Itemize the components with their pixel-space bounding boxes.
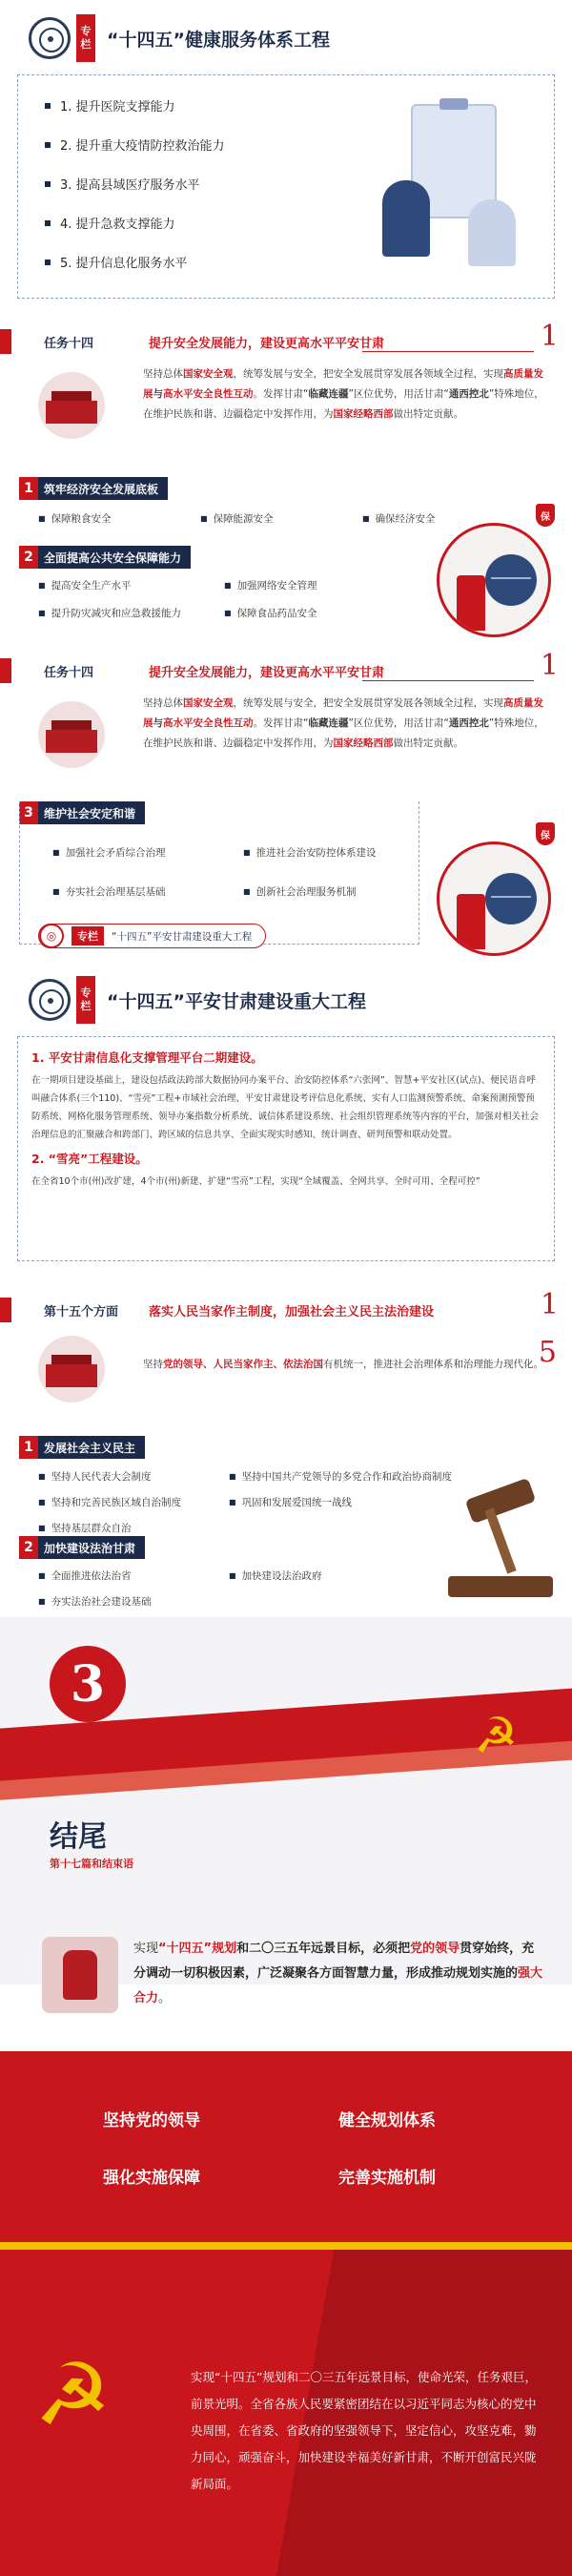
column-badge: 专 栏 xyxy=(76,14,95,62)
list-item: ■ 加快建设法治政府 xyxy=(229,1568,419,1583)
list-item: ■ 提高安全生产水平 xyxy=(38,578,224,592)
task-bar-15: 第十五个方面 落实人民当家作主制度，加强社会主义民主法治建设 1 xyxy=(0,1298,572,1322)
list-item: ■ 保障粮食安全 xyxy=(38,511,200,526)
pillar-item: 坚持党的领导 xyxy=(103,2111,200,2130)
list-item: ■ 创新社会治理服务机制 xyxy=(243,884,434,899)
hammer-sickle-icon: ☭ xyxy=(34,2345,112,2445)
target-icon xyxy=(29,17,71,59)
task14b-paragraph: 坚持总体国家安全观，统筹发展与安全，把安全发展贯穿发展各领域全过程，实现高质量发展与高水平安全良性互动。发挥甘肃“临藏连疆”区位优势，用活甘肃“通西控北”特殊地位，在维护民族和谐、边疆稳定中发挥作用，为国家经略西部做出特定贡献。 xyxy=(143,697,544,749)
subhead-social-stability: 3 维护社会安定和谐 xyxy=(19,801,145,824)
shield-icon: 保 xyxy=(536,504,555,527)
final-paragraph: 实现“十四五”规划和二〇三五年远景目标，使命光荣，任务艰巨，前景光明。全省各族人民要紧密团结在以习近平同志为核心的党中央周围，在省委、省政府的坚强领导下，坚定信心，攻坚克难，勠力同心，顽强奋斗，加快建设幸福美好新甘肃，不断开创富民兴陇新局面。 xyxy=(191,2370,537,2491)
pillar-item: 完善实施机制 xyxy=(338,2169,436,2188)
shield-icon: 保 xyxy=(536,822,555,845)
section-title: “十四五”健康服务体系工程 xyxy=(107,29,330,51)
raised-fist-icon xyxy=(42,1937,118,2013)
task15-paragraph: 坚持党的领导、人民当家作主、依法治国有机统一，推进社会治理体系和治理能力现代化。 xyxy=(143,1359,543,1370)
section-number-badge: 3 xyxy=(50,1646,126,1722)
list-item: ■ 夯实社会治理基层基础 xyxy=(52,884,243,899)
list-item: 5. 提升信息化服务水平 xyxy=(45,253,554,271)
section-title: “十四五”平安甘肃建设重大工程 xyxy=(107,990,366,1012)
security-globe-emblem-icon xyxy=(437,523,551,637)
section-header-safe-gansu xyxy=(0,971,572,1028)
list-item: 4. 提升急救支撑能力 xyxy=(45,214,554,232)
section-header-health xyxy=(0,10,572,67)
target-icon xyxy=(29,979,71,1021)
subhead-rule-of-law: 2 加快建设法治甘肃 xyxy=(19,1536,145,1559)
public-safety-list xyxy=(38,578,415,620)
rule-of-law-list xyxy=(38,1568,419,1609)
democracy-list xyxy=(38,1469,467,1535)
list-item: ■ 提升防灾减灾和应急救援能力 xyxy=(38,606,224,620)
list-item: ■ 保障食品药品安全 xyxy=(224,606,415,620)
social-stability-list xyxy=(52,845,434,899)
target-icon: ◎ xyxy=(39,924,64,948)
list-item: ■ 确保经济安全 xyxy=(362,511,505,526)
pillars-block xyxy=(0,2051,572,2242)
security-globe-emblem-icon xyxy=(437,841,551,956)
task-bar-14a: 任务十四 提升安全发展能力，建设更高水平平安甘肃 1 xyxy=(0,329,572,354)
list-item: ■ 加强社会矛盾综合治理 xyxy=(52,845,243,860)
list-item: ■ 保障能源安全 xyxy=(200,511,362,526)
list-item: 3. 提高县域医疗服务水平 xyxy=(45,175,554,193)
hammer-sickle-icon: ☭ xyxy=(473,1708,519,1765)
infographic-page: 专 栏 “十四五”健康服务体系工程 1. 提升医院支撑能力 2. 提升重大疫情防控救治能力 3. 提高县域医疗服务水平 4. 提升急救支撑能力 5. 提升信息化服务水平 任务十四 提升安全发展能力，建设更高水平平安甘肃 1 坚持总体国家安全观，统筹发展与安全，把安全发展贯穿发展各领域全过程，实现高质量发展与高水平安全良性互动。发挥甘肃“临藏连疆”区位优势，用活甘肃“通西控北”特殊地位，在维护民族和谐、边疆稳定中发挥作用，为国家经略西部做出特定贡献。 1 筑牢经济安全发展底板 ■ 保障粮食安全 ■ 保障能源安全 ■ 确保经济安全 2 全面提高公共安全保障能力 ■ 提高安全生产水平 ■ 加强网络安全管理 ■ 提升防灾减灾和应急救援能力 ■ 保障食品药品安全 保 任务十四 提升安全发展能力，建设更高水平平安甘肃 1 坚持总体国家安全观，统筹发展与安全，把安全发展贯穿发展各领域全过程，实现高质量发展与高水平安全良性互动。发挥甘肃“临藏连疆”区位优势，用活甘肃“通西控北”特殊地位，在维护民族和谐、边疆稳定中发挥作用，为国家经略西部做出特定贡献。 3 维护社会安定和谐 ■ 加强社会矛盾综合治理 ■ 推进社会治安防控体系建设 ■ 夯实社会治理基层基础 ■ 创新社会治理服务机制 ◎ 专栏 “十四五”平安甘肃建设重大工程 保 专 栏 “十四五”平安甘肃建设重大工程 1. 平安甘肃信息化支撑管理平台二期建设。 在一期项目建设基础上，建设包括政法跨部大数据协同办案平台、治安防控体系“六张网”、智慧+平安社区(试点)、便民语音呼叫融合体系(三个110)、“雪亮”工程+市域社会治理、平安甘肃建设考评信息化系统、实有人口监测预警系统、命案预测预警预防系统、网格化服务管理系统、领导办案指数分析系统、诚信体系建设系统、社会组织管理系统等内容的平台，加强对相关社会治理信息的汇聚融合和跨部门、跨区域的信息共享、全面实现实时感知、统计调查、研判预警和联动处置。 2. “雪亮”工程建设。 在全省10个市(州)改扩建，4个市(州)新建、扩建“雪亮”工程，实现“全域覆盖、全网共享、全时可用、全程可控” 第十五个方面 落实人民当家作主制度，加强社会主义民主法治建设 1 5 坚持党的领导、人民当家作主、依法治国有机统一，推进社会治理体系和治理能力现代化。 1 发展社会主义民主 ■ 坚持人民代表大会制度 ■ 坚持中国共产党领导的多党合作和政治协商制度 ■ 坚持和完善民族区域自治制度 ■ 巩固和发展爱国统一战线 ■ 坚持基层群众自治 2 加快建设法治甘肃 ■ 全面推进依法治省 ■ 加快建设法治政府 ■ 夯实法治社会建设基础 3 ☭ 结尾 第十七篇和结束语 实现“十四五”规划和二〇三五年远景目标，必须把党的领导贯穿始终，充分调动一切积极因素，广泛凝聚各方面智慧力量，形成推动规划实施的强大合力。 坚持党的领导 健全规划体系 强化实施保障 完善实施机制 ☭ 实现“十四五”规划和二〇三五年远景目标，使命光荣，任务艰巨，前景光明。全省各族人民要紧密团结在以习近平同志为核心的党中央周围，在省委、省政府的坚强领导下，坚定信心，攻坚克难，勠力同心，顽强奋斗，加快建设幸福美好新甘肃，不断开创富民兴陇新局面。 xyxy=(0,0,572,2576)
list-item: ■ 坚持中国共产党领导的多党合作和政治协商制度 xyxy=(229,1469,467,1484)
final-banner xyxy=(0,2250,572,2576)
ending-banner xyxy=(0,1617,572,1984)
economic-security-list xyxy=(38,511,505,526)
list-item: ■ 推进社会治安防控体系建设 xyxy=(243,845,434,860)
clipboard-illustration-icon xyxy=(382,104,516,266)
ending-title: 结尾 xyxy=(50,1820,107,1854)
list-item: ■ 坚持人民代表大会制度 xyxy=(38,1469,229,1484)
task-bar-14b: 任务十四 提升安全发展能力，建设更高水平平安甘肃 1 xyxy=(0,658,572,683)
safe-gansu-projects-box: 1. 平安甘肃信息化支撑管理平台二期建设。 在一期项目建设基础上，建设包括政法跨部大数据协同办案平台、治安防控体系“六张网”、智慧+平安社区(试点)、便民语音呼叫融合体系(三个110)、“雪亮”工程+市域社会治理、平安甘肃建设考评信息化系统、实有人口监测预警系统、命案预测预警预防系统、网格化服务管理系统、领导办案指数分析系统、诚信体系建设系统、社会组织管理系统等内容的平台，加强对相关社会治理信息的汇聚融合和跨部门、跨区域的信息共享、全面实现实时感知、统计调查、研判预警和联动处置。 2. “雪亮”工程建设。 在全省10个市(州)改扩建，4个市(州)新建、扩建“雪亮”工程，实现“全域覆盖、全网共享、全时可用、全程可控” xyxy=(17,1036,555,1261)
tiananmen-icon xyxy=(38,372,105,439)
list-item: ■ 巩固和发展爱国统一战线 xyxy=(229,1495,467,1509)
list-item: ■ 坚持基层群众自治 xyxy=(38,1521,229,1535)
pillar-item: 健全规划体系 xyxy=(338,2111,436,2130)
subhead-public-safety: 2 全面提高公共安全保障能力 xyxy=(19,546,191,569)
gavel-icon xyxy=(448,1469,553,1603)
list-item: 1. 提升医院支撑能力 xyxy=(45,96,554,114)
subhead-economic-security: 1 筑牢经济安全发展底板 xyxy=(19,477,168,500)
pillar-item: 强化实施保障 xyxy=(103,2169,200,2188)
ending-subtitle: 第十七篇和结束语 xyxy=(50,1858,133,1870)
tiananmen-icon xyxy=(38,701,105,768)
ending-paragraph: 实现“十四五”规划和二〇三五年远景目标，必须把党的领导贯穿始终，充分调动一切积极因素，广泛凝聚各方面智慧力量，形成推动规划实施的强大合力。 xyxy=(133,1942,543,2005)
column-badge: 专 栏 xyxy=(76,976,95,1024)
list-item: 2. 提升重大疫情防控救治能力 xyxy=(45,135,554,154)
list-item: ■ 坚持和完善民族区域自治制度 xyxy=(38,1495,229,1509)
list-item: ■ 夯实法治社会建设基础 xyxy=(38,1594,229,1609)
tiananmen-icon xyxy=(38,1336,105,1402)
task14a-paragraph: 坚持总体国家安全观，统筹发展与安全，把安全发展贯穿发展各领域全过程，实现高质量发展与高水平安全良性互动。发挥甘肃“临藏连疆”区位优势，用活甘肃“通西控北”特殊地位，在维护民族和谐、边疆稳定中发挥作用，为国家经略西部做出特定贡献。 xyxy=(143,368,544,420)
list-item: ■ 全面推进依法治省 xyxy=(38,1568,229,1583)
list-item: ■ 加强网络安全管理 xyxy=(224,578,415,592)
subhead-socialist-democracy: 1 发展社会主义民主 xyxy=(19,1436,145,1459)
health-items-box xyxy=(17,74,555,299)
column-link[interactable]: ◎ 专栏 “十四五”平安甘肃建设重大工程 xyxy=(38,924,266,948)
